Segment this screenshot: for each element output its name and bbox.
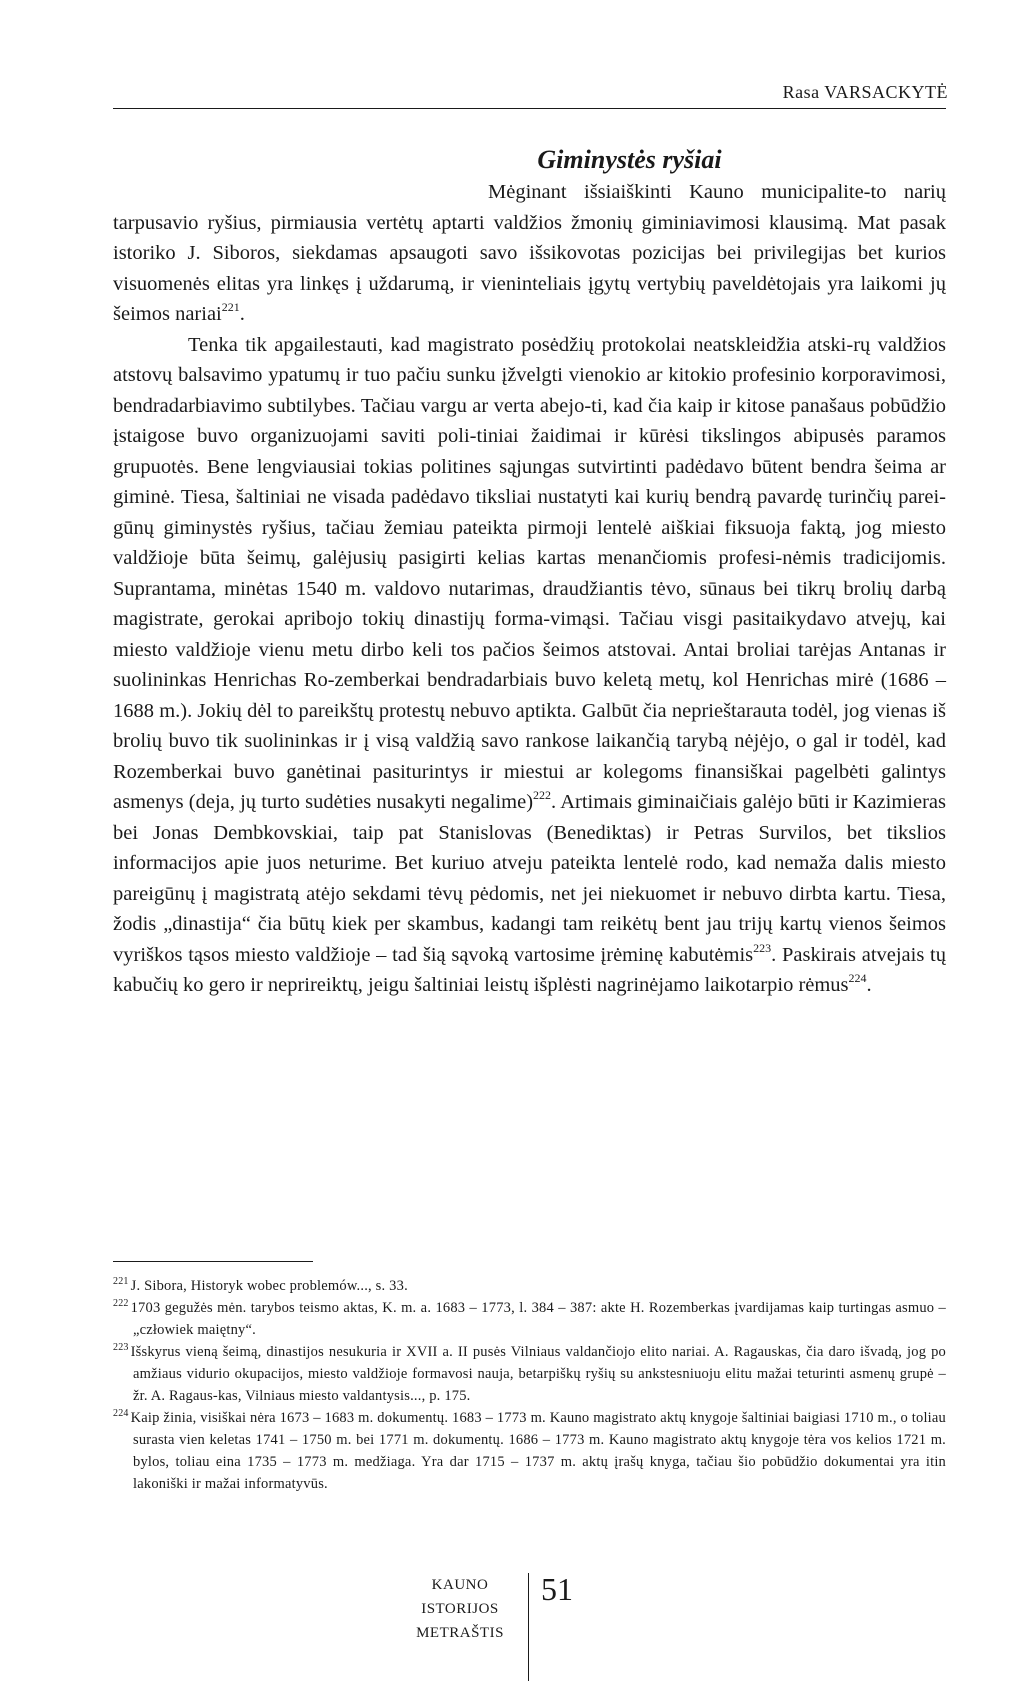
footnote-text: Kaip žinia, visiškai nėra 1673 – 1683 m. dokumentų. 1683 – 1773 m. Kauno magistrato aktų knygoje šaltiniai baigiasi 1710 m., o toliau surasta vien keletas 1741 – 1750 m. bei 1771 m. dokumentų. 1686 – 1773 m. Kauno magistrato aktų knygoje tėra vos kelios 1721 m. bylos, toliau eina 1735 – 1773 m. medžiaga. Yra dar 1715 – 1737 m. aktų įrašų knyga, tačiau šio pobūdžio dokumentai yra itin lakoniški ir mažai informatyvūs. (130, 1410, 946, 1492)
footnote-221 (113, 1275, 946, 1297)
paragraph-1 (113, 177, 946, 330)
footnote-text: J. Sibora, Historyk wobec problemów..., s. 33. (130, 1278, 408, 1294)
page-footer (395, 1573, 635, 1683)
paragraph-2 (113, 330, 946, 1001)
footnote-mark: 224 (113, 1408, 129, 1419)
footnote-223 (113, 1341, 946, 1407)
header-rule (113, 108, 946, 109)
paragraph-1-end: . (239, 303, 245, 325)
footnote-text: Išskyrus vieną šeimą, dinastijos nesukuria ir XVII a. II pusės Vilniaus valdančiojo elito nariai. A. Ragauskas, čia daro išvadą, jog po amžiaus vidurio okupacijos, miesto valdžioje formavosi nauja, betarpiškų ryšių su ankstesniuoju elitu mažai teturinti asmenų grupė – žr. A. Ragaus-kas, Vilniaus miesto valdantysis..., p. 175. (130, 1344, 946, 1404)
paragraph-1-text: Mėginant išsiaiškinti Kauno municipalite-to narių tarpusavio ryšius, pirmiausia vertėtų aptarti valdžios žmonių giminiavimosi klausimą. Mat pasak istoriko J. Siboros, siekdamas apsaugoti savo išsikovotas pozicijas bei privilegijas bet kurios visuomenės elitas yra linkęs į uždarumą, ir vieninteliais įgytų vertybių paveldėtojais yra laikomi jų šeimos nariai (113, 181, 946, 325)
footnotes (113, 1275, 946, 1495)
paragraph-2-text-b: . Artimais giminaičiais galėjo būti ir Kazimieras bei Jonas Dembkovskiai, taip pat Stanislovas (Benediktas) ir Petras Survilos, bet tikslios informacijos apie juos neturime. Bet kuriuo atveju pateikta lentelė rodo, kad nemaža dalis miesto pareigūnų į magistratą atėjo sekdami tėvų pėdomis, net jei niekuomet ir nebuvo dirbta kartu. Tiesa, žodis „dinastija“ čia būtų kiek per skambus, kadangi tam reikėtų bent jau trijų kartų vienos šeimos vyriškos tąsos miesto valdžioje – tad šią sąvoką vartosime įrėminę kabutėmis (113, 791, 946, 966)
footnote-mark: 222 (113, 1298, 129, 1309)
footnote-text: 1703 gegužės mėn. tarybos teismo aktas, K. m. a. 1683 – 1773, l. 384 – 387: akte H. Rozemberkas įvardijamas kaip turtingas asmuo – „człowiek maiętny“. (130, 1300, 946, 1338)
journal-name (395, 1573, 525, 1645)
paragraph-2-end: . (866, 974, 872, 996)
footnote-mark: 221 (113, 1276, 129, 1287)
footnote-rule (113, 1261, 313, 1262)
section-heading: Giminystės ryšiai (537, 145, 722, 174)
footnote-222 (113, 1297, 946, 1341)
page-number: 51 (541, 1571, 573, 1607)
footer-vertical-rule (528, 1573, 529, 1681)
body-text (113, 177, 946, 1001)
footnote-ref-224[interactable]: 224 (848, 971, 867, 985)
journal-name-line-3: METRAŠTIS (416, 1625, 504, 1641)
footnote-mark: 223 (113, 1342, 129, 1353)
footnote-ref-223[interactable]: 223 (753, 940, 772, 955)
footnote-ref-222[interactable]: 222 (533, 788, 552, 802)
footnote-224 (113, 1407, 946, 1495)
journal-name-line-1: KAUNO (431, 1577, 489, 1593)
journal-name-line-2: ISTORIJOS (421, 1601, 499, 1617)
paragraph-2-text-a: Tenka tik apgailestauti, kad magistrato posėdžių protokolai neatskleidžia atski-rų valdžios atstovų balsavimo ypatumų ir tuo pačiu sunku įžvelgti vienokio ar kitokio profesinio korporavimosi, bendradarbiavimo subtilybes. Tačiau vargu ar verta abejo-ti, kad čia kaip ir kitose panašaus pobūdžio įstaigose buvo organizuojami saviti poli-tiniai žaidimai ir kūrėsi tikslingos abipusės paramos grupuotės. Bene lengviausiai tokias politines sąjungas sutvirtinti padėdavo būtent bendra šeima ar giminė. Tiesa, šaltiniai ne visada padėdavo tiksliai nustatyti kai kurių bendrą pavardę turinčių parei-gūnų giminystės ryšius, tačiau žemiau pateikta pirmoji lentelė aiškiai fiksuoja faktą, jog miesto valdžioje būta šeimų, galėjusių pasigirti kelias kartas menančiomis profesi-nėmis tradicijomis. Suprantama, minėtas 1540 m. valdovo nutarimas, draudžiantis tėvo, sūnaus bei tikrų brolių darbą magistrate, gerokai apribojo tokių dinastijų forma-vimąsi. Tačiau visgi pasitaikydavo atvejų, kai miesto valdžioje vienu metu dirbo keli tos pačios šeimos atstovai. Antai broliai tarėjas Antanas ir suolininkas Henrichas Ro-zemberkai bendradarbiais buvo keletą metų, kol Henrichas mirė (1686 – 1688 m.). Jokių dėl to pareikštų protestų nebuvo aptikta. Galbūt čia neprieštarauta todėl, jog vienas iš brolių buvo tik suolininkas ir į visą valdžią savo rankose laikančią tarybą nėjėjo, o gal ir todėl, kad Rozemberkai buvo ganėtinai pasiturintys ir miestui ar kolegoms finansiškai pagelbėti galintys asmenys (deja, jų turto sudėties nusakyti negalime) (113, 333, 946, 813)
footnote-ref-221[interactable]: 221 (221, 300, 240, 314)
main-content (113, 143, 946, 1001)
paragraph-2-text-c: . Paskirais atvejais tų kabučių ko gero ir neprireiktų, jeigu šaltiniai leistų išplėsti nagrinėjamo laikotarpio rėmus (113, 943, 946, 996)
running-head-author: Rasa VARSACKYTĖ (782, 82, 948, 102)
